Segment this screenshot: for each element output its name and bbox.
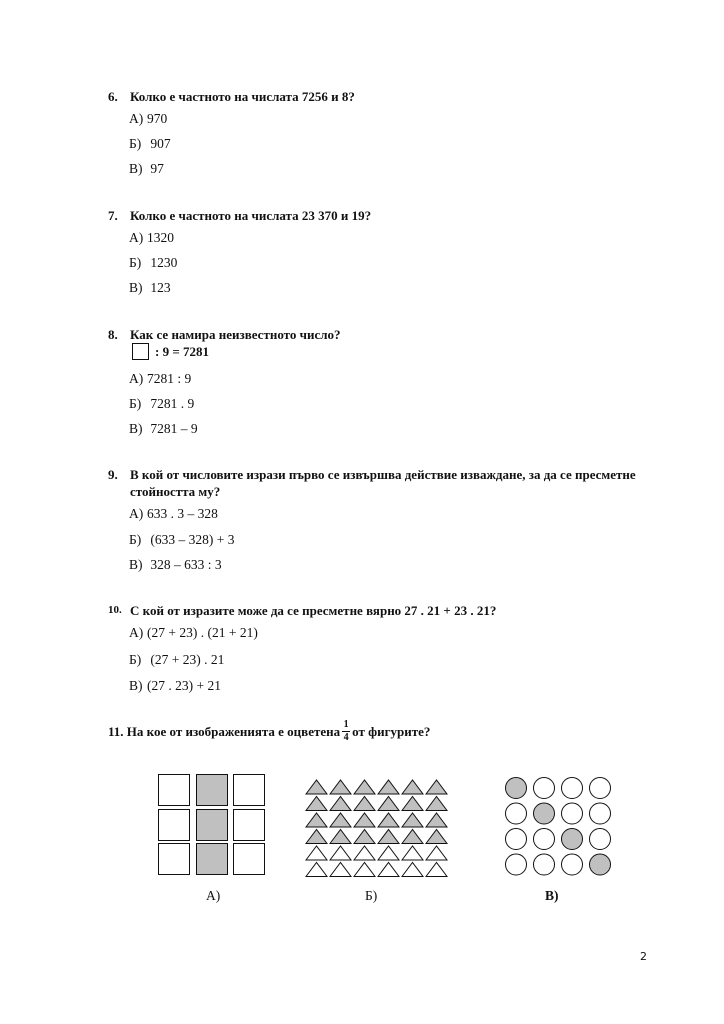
question-text: Как се намира неизвестното число?: [130, 327, 341, 342]
triangle-shape: [426, 863, 447, 877]
option-c[interactable]: В) (27 . 23) + 21: [129, 678, 221, 693]
circle-shape: [506, 778, 527, 799]
option-c[interactable]: В) 97: [129, 161, 164, 176]
question-10: [108, 602, 668, 619]
triangle-shape: [426, 846, 447, 860]
option-b[interactable]: Б) (633 – 328) + 3: [129, 532, 235, 547]
question-number: 11.: [108, 724, 124, 739]
triangle-shape: [426, 813, 447, 827]
question-text: С кой от изразите може да се пресметне вярно 27 . 21 + 23 . 21?: [130, 603, 497, 618]
question-number: 8.: [108, 327, 118, 342]
triangle-shape: [330, 830, 351, 844]
triangle-shape: [330, 780, 351, 794]
question-number: 6.: [108, 89, 118, 104]
triangle-shape: [426, 780, 447, 794]
figure-label-c: В): [545, 888, 559, 903]
triangle-shape: [378, 813, 399, 827]
circle-shape: [562, 803, 583, 824]
question-number: 7.: [108, 208, 118, 223]
triangle-shape: [354, 846, 375, 860]
question-text: Колко е частното на числата 7256 и 8?: [130, 89, 355, 104]
option-b[interactable]: Б) (27 + 23) . 21: [129, 652, 225, 667]
triangle-shape: [378, 780, 399, 794]
circle-shape: [590, 854, 611, 875]
question-7: [108, 207, 668, 224]
figure-squares[interactable]: [157, 773, 267, 877]
figure-label-b: Б): [365, 888, 378, 903]
triangle-shape: [378, 830, 399, 844]
triangle-shape: [402, 813, 423, 827]
triangle-shape: [402, 846, 423, 860]
option-b[interactable]: Б) 7281 . 9: [129, 396, 195, 411]
triangle-shape: [402, 797, 423, 811]
question-text: В кой от числовите изрази първо се извършва действие изваждане, за да се пресметне стойността му?: [130, 467, 636, 499]
page-number: 2: [640, 950, 647, 963]
question-8: [108, 326, 668, 343]
question-text-before: На кое от изображенията е оцветена: [126, 724, 341, 739]
question-text-after: от фигурите?: [352, 724, 431, 739]
circle-shape: [590, 778, 611, 799]
triangle-shape: [354, 797, 375, 811]
question-text: Колко е частното на числата 23 370 и 19?: [130, 208, 372, 223]
triangle-shape: [378, 863, 399, 877]
option-a[interactable]: А) 1320: [129, 230, 174, 245]
option-c[interactable]: В) 123: [129, 280, 171, 295]
circle-shape: [506, 803, 527, 824]
triangle-shape: [306, 813, 327, 827]
circle-shape: [590, 829, 611, 850]
circle-shape: [590, 803, 611, 824]
figure-circles[interactable]: [503, 775, 615, 879]
triangle-shape: [306, 863, 327, 877]
triangle-shape: [330, 813, 351, 827]
triangle-shape: [306, 797, 327, 811]
equation-text: : 9 = 7281: [155, 344, 209, 359]
triangle-shape: [354, 863, 375, 877]
triangle-shape: [354, 813, 375, 827]
question-number: 10.: [108, 604, 122, 616]
question-6: [108, 88, 668, 105]
triangle-shape: [330, 846, 351, 860]
fraction: $\frac{1}{4}$: [343, 719, 349, 743]
triangle-shape: [354, 830, 375, 844]
triangle-shape: [306, 846, 327, 860]
option-c[interactable]: В) 328 – 633 : 3: [129, 557, 222, 572]
triangle-shape: [426, 830, 447, 844]
triangle-shape: [330, 797, 351, 811]
question-9: [108, 466, 668, 500]
circle-shape: [534, 778, 555, 799]
circle-shape: [534, 854, 555, 875]
question-number: 9.: [108, 467, 118, 482]
triangle-shape: [402, 780, 423, 794]
option-a[interactable]: А) 970: [129, 111, 168, 126]
unknown-number-box: [132, 343, 149, 360]
triangle-shape: [378, 797, 399, 811]
circle-shape: [562, 829, 583, 850]
option-b[interactable]: Б) 1230: [129, 255, 178, 270]
triangle-shape: [306, 830, 327, 844]
option-c[interactable]: В) 7281 – 9: [129, 421, 198, 436]
triangle-shape: [402, 863, 423, 877]
option-b[interactable]: Б) 907: [129, 136, 171, 151]
circle-shape: [562, 778, 583, 799]
option-a[interactable]: А) 7281 : 9: [129, 371, 192, 386]
triangle-shape: [354, 780, 375, 794]
triangle-shape: [378, 846, 399, 860]
circle-shape: [534, 829, 555, 850]
triangle-shape: [330, 863, 351, 877]
circle-shape: [506, 854, 527, 875]
figure-label-a: А): [206, 888, 221, 903]
circle-shape: [534, 803, 555, 824]
option-a[interactable]: А) 633 . 3 – 328: [129, 506, 218, 521]
triangle-shape: [426, 797, 447, 811]
triangle-shape: [306, 780, 327, 794]
option-a[interactable]: А) (27 + 23) . (21 + 21): [129, 625, 258, 640]
figure-triangles[interactable]: [304, 778, 450, 878]
triangle-shape: [402, 830, 423, 844]
circle-shape: [562, 854, 583, 875]
circle-shape: [506, 829, 527, 850]
question-11: [108, 720, 668, 743]
